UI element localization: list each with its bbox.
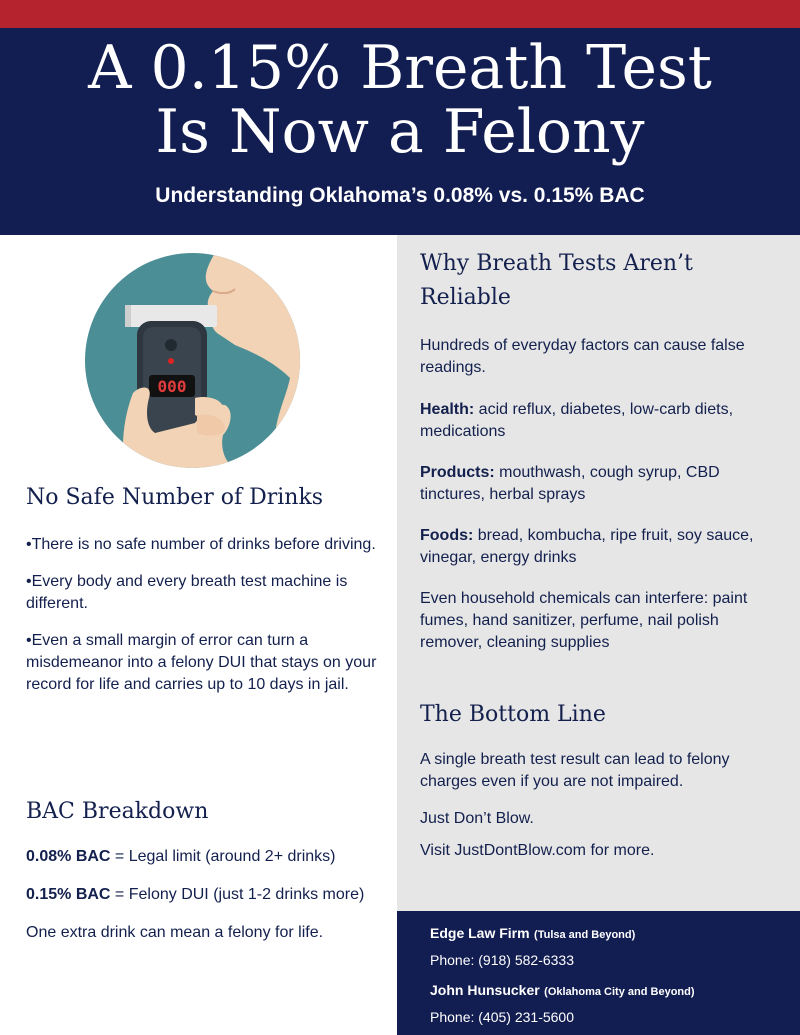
bac-label: 0.15% BAC bbox=[26, 886, 111, 903]
page-subtitle: Understanding Oklahoma’s 0.08% vs. 0.15% BAC bbox=[155, 184, 645, 207]
list-item: •There is no safe number of drinks before driving. bbox=[26, 536, 376, 553]
factor-label: Products: bbox=[420, 464, 495, 481]
household-text: Even household chemicals can interfere: paint fumes, hand sanitizer, perfume, nail polish remover, cleaning supplies bbox=[420, 590, 748, 651]
page-title bbox=[0, 33, 800, 167]
bottom-line-heading: The Bottom Line bbox=[420, 702, 606, 727]
factor-label: Foods: bbox=[420, 527, 474, 544]
firm-location: (Oklahoma City and Beyond) bbox=[544, 986, 695, 998]
svg-text:000: 000 bbox=[157, 377, 187, 396]
no-safe-heading: No Safe Number of Drinks bbox=[26, 485, 324, 510]
contact-footer bbox=[397, 911, 800, 1035]
why-intro: Hundreds of everyday factors can cause false readings. bbox=[420, 337, 745, 376]
title-line-2: Is Now a Felony bbox=[155, 97, 645, 167]
why-section bbox=[420, 247, 780, 654]
firm-1 bbox=[430, 925, 790, 968]
factor-item bbox=[420, 399, 780, 443]
why-heading bbox=[420, 247, 780, 315]
factor-text: acid reflux, diabetes, low-carb diets, medications bbox=[420, 401, 734, 440]
bac-section bbox=[26, 798, 386, 944]
bac-text: = Legal limit (around 2+ drinks) bbox=[110, 848, 336, 865]
bottom-line-section bbox=[420, 701, 780, 862]
firm-2 bbox=[430, 982, 790, 1025]
breathalyzer-icon bbox=[85, 253, 300, 468]
top-red-bar bbox=[0, 0, 800, 28]
factor-label: Health: bbox=[420, 401, 475, 418]
visit-text: Visit JustDontBlow.com for more. bbox=[420, 842, 655, 859]
factor-text: bread, kombucha, ripe fruit, soy sauce, vinegar, energy drinks bbox=[420, 527, 754, 566]
firm-phone: Phone: (405) 231-5600 bbox=[430, 1009, 574, 1025]
bac-item bbox=[26, 884, 386, 906]
title-line-1: A 0.15% Breath Test bbox=[88, 33, 712, 103]
list-item: •Even a small margin of error can turn a misdemeanor into a felony DUI that stays on your record for life and carries up to 10 days in jail. bbox=[26, 632, 377, 693]
firm-phone: Phone: (918) 582-6333 bbox=[430, 952, 574, 968]
factor-item bbox=[420, 462, 780, 506]
slogan: Just Don’t Blow. bbox=[420, 810, 534, 827]
why-heading-line-1: Why Breath Tests Aren’t bbox=[420, 251, 693, 276]
bac-text: = Felony DUI (just 1-2 drinks more) bbox=[110, 886, 365, 903]
bottom-line-text: A single breath test result can lead to felony charges even if you are not impaired. bbox=[420, 751, 730, 790]
bac-item bbox=[26, 846, 386, 868]
bac-note: One extra drink can mean a felony for life. bbox=[26, 924, 324, 941]
firm-location: (Tulsa and Beyond) bbox=[534, 929, 636, 941]
list-item: •Every body and every breath test machine is different. bbox=[26, 573, 348, 612]
bac-label: 0.08% BAC bbox=[26, 848, 111, 865]
bullet-list bbox=[26, 534, 386, 696]
breathalyzer-illustration bbox=[85, 253, 300, 468]
factor-text: mouthwash, cough syrup, CBD tinctures, herbal sprays bbox=[420, 464, 720, 503]
firm-name: John Hunsucker bbox=[430, 982, 540, 998]
firm-name: Edge Law Firm bbox=[430, 925, 530, 941]
no-safe-section bbox=[26, 484, 386, 711]
bac-heading: BAC Breakdown bbox=[26, 799, 209, 824]
why-heading-line-2: Reliable bbox=[420, 285, 511, 310]
header-banner bbox=[0, 28, 800, 235]
factor-item bbox=[420, 525, 780, 569]
